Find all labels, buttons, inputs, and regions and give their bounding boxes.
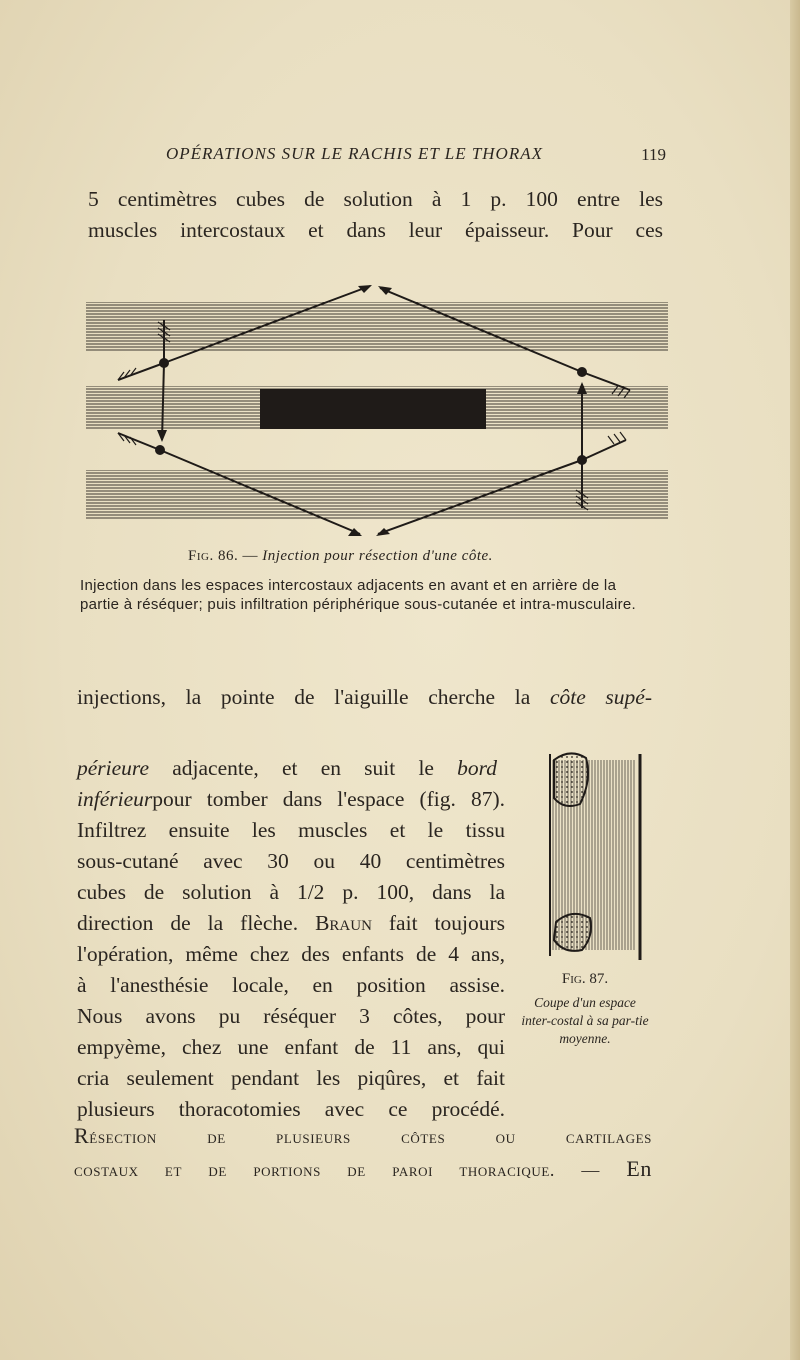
resected-rib-segment	[260, 389, 486, 429]
text-line: l'opération, même chez des enfants de 4 ans,	[77, 942, 505, 966]
text-span: direction de la flèche.	[77, 911, 316, 935]
text-line: cubes de solution à 1/2 p. 100, dans la	[77, 880, 505, 904]
paragraph-main	[77, 753, 505, 1125]
text-span: pour tomber dans l'espace (fig. 87).	[152, 787, 505, 811]
caption-dash: —	[238, 548, 263, 564]
paragraph-main-first-line	[77, 682, 652, 713]
text-line: sous-cutané avec 30 ou 40 centimètres	[77, 849, 505, 873]
initial-capital: R	[74, 1123, 90, 1148]
italic-term: inférieur	[77, 787, 153, 811]
figure-87-caption	[520, 970, 650, 1048]
figure-title: Coupe d'un espace inter-costal à sa par-tie moyenne.	[521, 995, 649, 1046]
text-span: En	[626, 1156, 652, 1181]
italic-term: bord	[457, 756, 497, 780]
author-name: Braun	[315, 911, 372, 935]
figure-label: Fig. 86.	[188, 548, 239, 564]
italic-term: côte supé-	[549, 685, 652, 709]
text-line: cria seulement pendant les piqûres, et fait	[77, 1066, 505, 1090]
text-line	[74, 1153, 652, 1186]
text-line: à l'anesthésie locale, en position assise.	[77, 973, 505, 997]
section-heading	[74, 1120, 652, 1186]
text-span: fait toujours	[371, 911, 505, 935]
italic-term: périeure	[77, 756, 150, 780]
text-line: muscles intercostaux et dans leur épaisseur. Pour ces	[88, 218, 663, 242]
figure-86-description: Injection dans les espaces intercostaux adjacents en avant et en arrière de la partie à réséquer; puis infiltration périphérique sous-cutanée et intra-musculaire.	[80, 577, 637, 613]
text-line	[77, 753, 497, 784]
text-span: injections, la pointe de l'aiguille cherche la	[77, 685, 550, 709]
figure-label: Fig. 87.	[561, 971, 609, 987]
text-span: adjacente, et en suit le	[149, 756, 458, 780]
upper-rib-band	[86, 302, 668, 352]
figure-86-caption	[188, 548, 493, 565]
page-number: 119	[641, 145, 666, 164]
text-line: Nous avons pu réséquer 3 côtes, pour	[77, 1004, 505, 1028]
text-line	[74, 1120, 652, 1153]
text-line	[77, 908, 505, 939]
text-line: empyème, chez une enfant de 11 ans, qui	[77, 1035, 505, 1059]
text-span: ésection de plusieurs côtes ou cartilages	[89, 1127, 652, 1147]
running-head: OPÉRATIONS SUR LE RACHIS ET LE THORAX	[166, 144, 543, 163]
lower-rib-section	[554, 914, 591, 951]
text-line: Infiltrez ensuite les muscles et le tissu	[77, 818, 505, 842]
lower-rib-band	[86, 470, 668, 520]
page-header	[166, 144, 666, 174]
paragraph-top	[88, 184, 663, 246]
upper-rib-section	[554, 753, 588, 806]
text-line: plusieurs thoracotomies avec ce procédé.	[77, 1097, 505, 1121]
text-line: 5 centimètres cubes de solution à 1 p. 100 entre les	[88, 187, 663, 211]
page-edge	[790, 0, 800, 1360]
figure-86-rib-injection-diagram	[78, 280, 672, 542]
text-line	[77, 682, 652, 713]
figure-title: Injection pour résection d'une côte.	[262, 548, 493, 564]
text-line	[77, 784, 505, 815]
figure-87-intercostal-section	[540, 740, 650, 968]
text-span: costaux et de portions de paroi thoracique. —	[74, 1160, 627, 1180]
